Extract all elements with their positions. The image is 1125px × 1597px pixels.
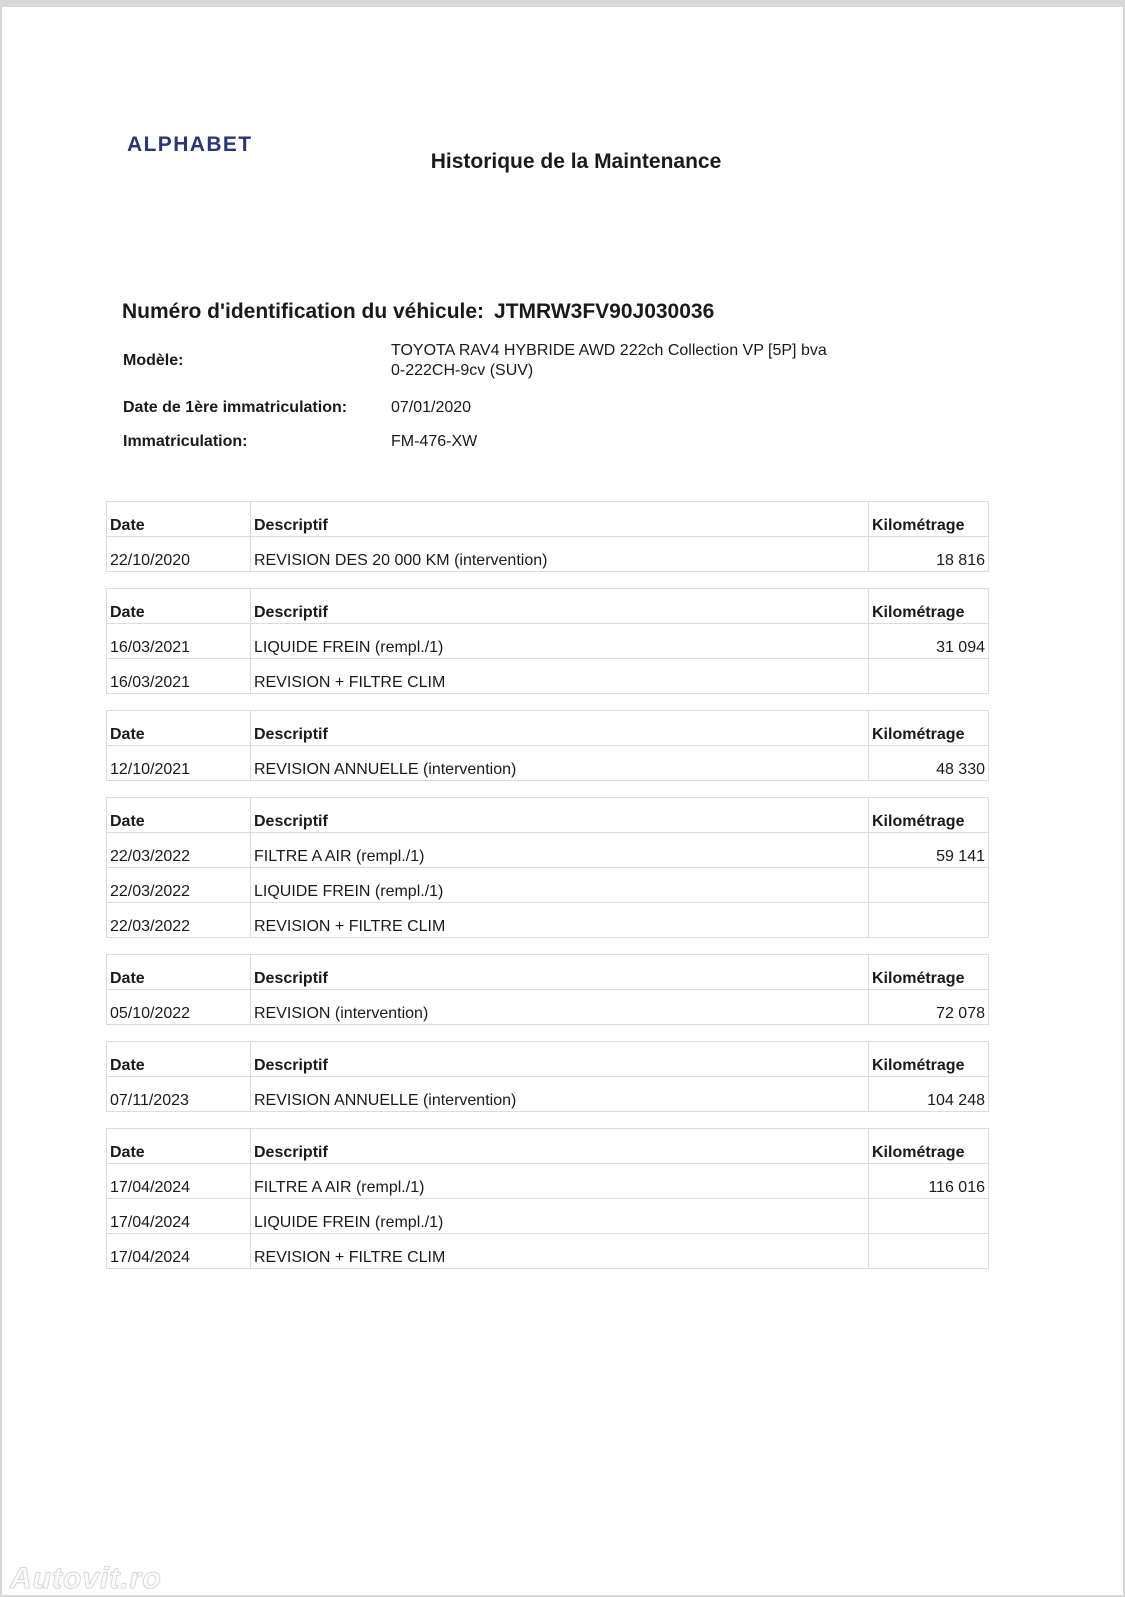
row-date: 22/03/2022: [107, 903, 251, 938]
first-registration-value: 07/01/2020: [391, 399, 472, 416]
description-column-header: Descriptif: [251, 589, 869, 624]
alphabet-logo: ALPHABET: [127, 133, 253, 156]
vin-heading: [122, 300, 714, 324]
row-description: REVISION ANNUELLE (intervention): [251, 1077, 869, 1112]
maintenance-table: [106, 954, 989, 1025]
row-date: 12/10/2021: [107, 746, 251, 781]
table-row: [107, 868, 989, 903]
row-description: LIQUIDE FREIN (rempl./1): [251, 624, 869, 659]
table-row: [107, 990, 989, 1025]
row-mileage: [869, 659, 989, 694]
maintenance-history: [106, 501, 988, 1285]
row-description: LIQUIDE FREIN (rempl./1): [251, 1199, 869, 1234]
vin-label: Numéro d'identification du véhicule:: [122, 300, 485, 323]
maintenance-table: [106, 588, 989, 694]
description-column-header: Descriptif: [251, 1129, 869, 1164]
row-description: FILTRE A AIR (rempl./1): [251, 1164, 869, 1199]
plate-label: Immatriculation:: [123, 433, 248, 450]
date-column-header: Date: [107, 589, 251, 624]
table-row: [107, 1199, 989, 1234]
date-column-header: Date: [107, 711, 251, 746]
row-mileage: 72 078: [869, 990, 989, 1025]
row-description: REVISION (intervention): [251, 990, 869, 1025]
row-mileage: 59 141: [869, 833, 989, 868]
row-date: 22/03/2022: [107, 868, 251, 903]
mileage-column-header: Kilométrage: [869, 798, 989, 833]
maintenance-table: [106, 1041, 989, 1112]
table-header-row: [107, 502, 989, 537]
maintenance-table: [106, 797, 989, 938]
mileage-column-header: Kilométrage: [869, 502, 989, 537]
mileage-column-header: Kilométrage: [869, 1042, 989, 1077]
model-value-line-1: TOYOTA RAV4 HYBRIDE AWD 222ch Collection VP [5P] bva: [391, 342, 827, 359]
table-row: [107, 746, 989, 781]
model-value: [391, 341, 827, 381]
row-date: 17/04/2024: [107, 1164, 251, 1199]
date-column-header: Date: [107, 955, 251, 990]
row-description: REVISION + FILTRE CLIM: [251, 659, 869, 694]
row-description: REVISION + FILTRE CLIM: [251, 1234, 869, 1269]
row-mileage: [869, 1199, 989, 1234]
model-value-line-2: 0-222CH-9cv (SUV): [391, 362, 534, 379]
table-row: [107, 537, 989, 572]
table-row: [107, 903, 989, 938]
date-column-header: Date: [107, 502, 251, 537]
row-mileage: [869, 1234, 989, 1269]
row-date: 22/10/2020: [107, 537, 251, 572]
mileage-column-header: Kilométrage: [869, 1129, 989, 1164]
row-description: LIQUIDE FREIN (rempl./1): [251, 868, 869, 903]
row-mileage: [869, 868, 989, 903]
maintenance-table: [106, 710, 989, 781]
row-date: 17/04/2024: [107, 1234, 251, 1269]
table-header-row: [107, 711, 989, 746]
table-row: [107, 1164, 989, 1199]
row-date: 16/03/2021: [107, 624, 251, 659]
table-header-row: [107, 1042, 989, 1077]
document-title: Historique de la Maintenance: [430, 150, 722, 173]
model-label: Modèle:: [123, 352, 184, 369]
vin-value: JTMRW3FV90J030036: [494, 300, 715, 323]
row-mileage: 104 248: [869, 1077, 989, 1112]
row-description: REVISION + FILTRE CLIM: [251, 903, 869, 938]
row-date: 07/11/2023: [107, 1077, 251, 1112]
mileage-column-header: Kilométrage: [869, 589, 989, 624]
table-header-row: [107, 798, 989, 833]
row-mileage: 116 016: [869, 1164, 989, 1199]
row-date: 05/10/2022: [107, 990, 251, 1025]
autovit-watermark: Autovit.ro: [10, 1562, 162, 1595]
description-column-header: Descriptif: [251, 955, 869, 990]
description-column-header: Descriptif: [251, 502, 869, 537]
table-row: [107, 1234, 989, 1269]
table-row: [107, 833, 989, 868]
table-row: [107, 1077, 989, 1112]
table-row: [107, 624, 989, 659]
row-description: REVISION DES 20 000 KM (intervention): [251, 537, 869, 572]
description-column-header: Descriptif: [251, 1042, 869, 1077]
maintenance-table: [106, 1128, 989, 1269]
table-header-row: [107, 955, 989, 990]
description-column-header: Descriptif: [251, 711, 869, 746]
date-column-header: Date: [107, 798, 251, 833]
date-column-header: Date: [107, 1042, 251, 1077]
table-row: [107, 659, 989, 694]
row-description: REVISION ANNUELLE (intervention): [251, 746, 869, 781]
mileage-column-header: Kilométrage: [869, 711, 989, 746]
table-header-row: [107, 1129, 989, 1164]
row-mileage: [869, 903, 989, 938]
row-mileage: 18 816: [869, 537, 989, 572]
maintenance-table: [106, 501, 989, 572]
mileage-column-header: Kilométrage: [869, 955, 989, 990]
description-column-header: Descriptif: [251, 798, 869, 833]
row-date: 16/03/2021: [107, 659, 251, 694]
plate-value: FM-476-XW: [391, 433, 478, 450]
first-registration-label: Date de 1ère immatriculation:: [123, 399, 348, 416]
date-column-header: Date: [107, 1129, 251, 1164]
table-header-row: [107, 589, 989, 624]
row-date: 17/04/2024: [107, 1199, 251, 1234]
row-description: FILTRE A AIR (rempl./1): [251, 833, 869, 868]
row-mileage: 31 094: [869, 624, 989, 659]
row-date: 22/03/2022: [107, 833, 251, 868]
document-page: [2, 7, 1123, 1595]
row-mileage: 48 330: [869, 746, 989, 781]
